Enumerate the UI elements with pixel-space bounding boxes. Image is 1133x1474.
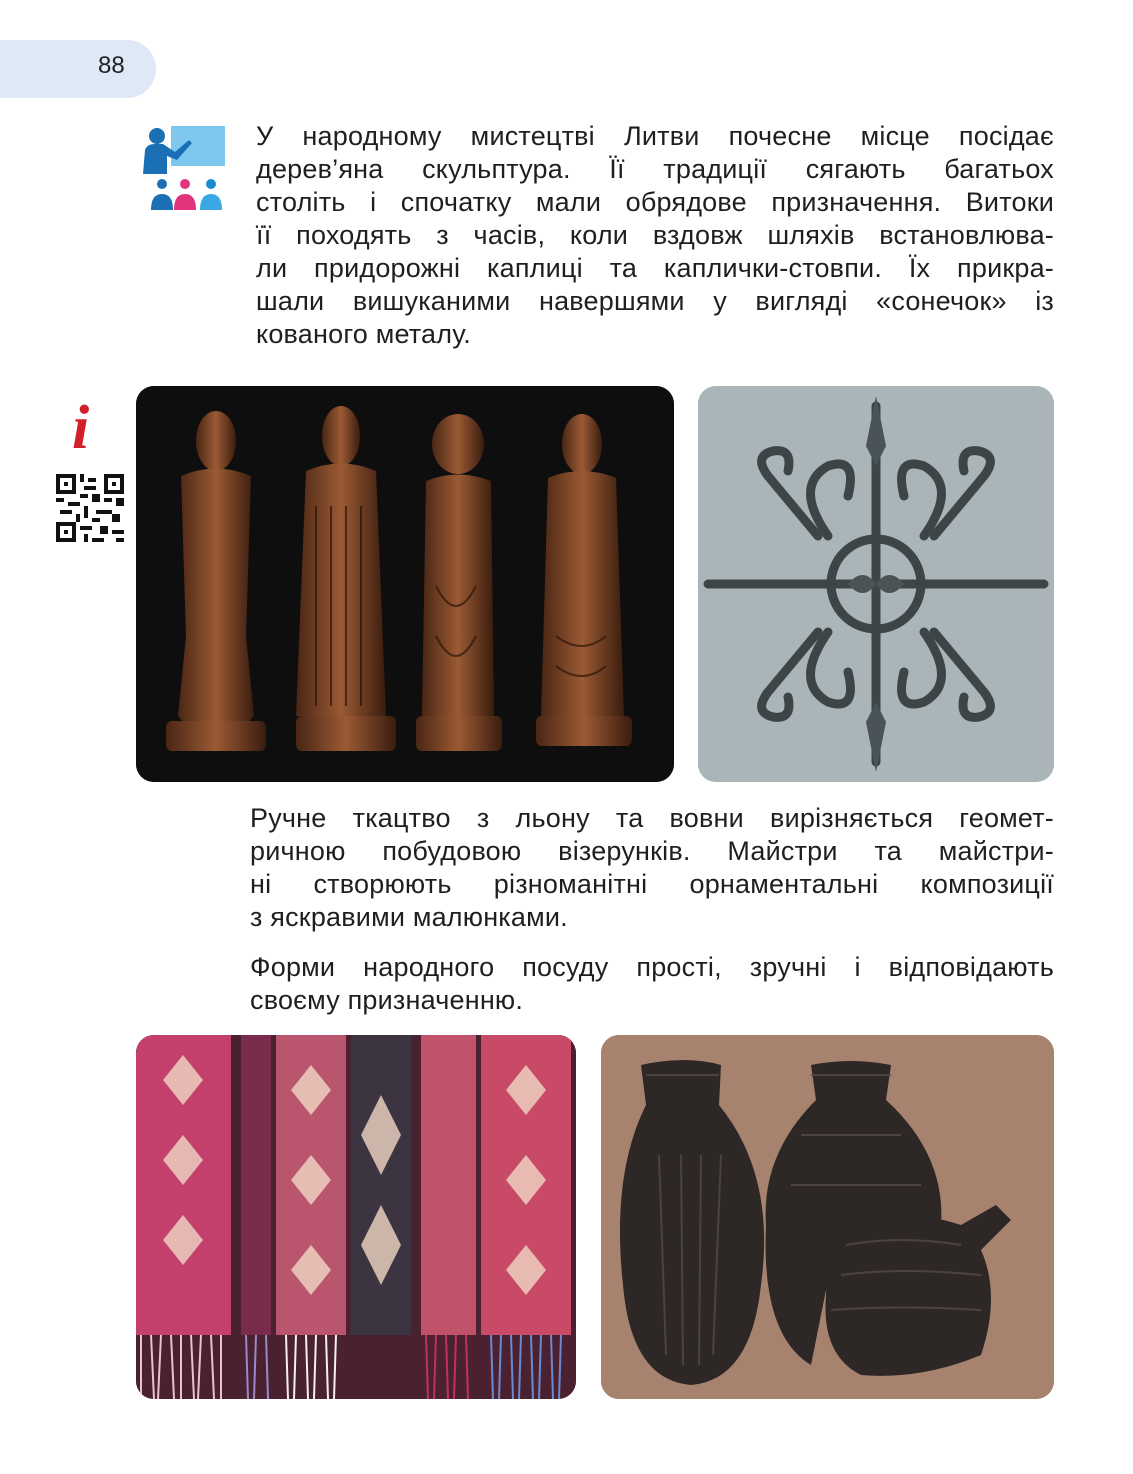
text-line: своєму призначенню.	[250, 985, 524, 1015]
info-icon: i	[72, 394, 90, 462]
teacher-presentation-icon	[135, 124, 227, 216]
text-line: її походять з часів, коли вздовж шляхів встановлюва-	[256, 220, 1054, 250]
text-line: ли придорожні каплиці та каплички-стовпи. Їх прикра-	[256, 253, 1054, 283]
forged-sun-ornament-photo	[698, 386, 1054, 782]
qr-code-icon[interactable]	[56, 474, 124, 542]
paragraph-pottery	[250, 951, 1054, 1017]
woven-sashes-photo	[136, 1035, 576, 1399]
paragraph-weaving	[250, 802, 1054, 934]
text-line: У народному мистецтві Литви почесне місце посідає	[256, 121, 1054, 151]
page-number-tab	[0, 40, 156, 98]
page-number: 88	[98, 52, 125, 79]
black-pottery-photo	[601, 1035, 1054, 1399]
wooden-sculptures-photo	[136, 386, 674, 782]
text-line: ні створюють різноманітні орнаментальні композиції	[250, 869, 1054, 899]
text-line: ричною побудовою візерунків. Майстри та майстри-	[250, 836, 1054, 866]
text-line: з яскравими малюнками.	[250, 902, 568, 932]
text-line: дерев’яна скульптура. Її традиції сягають багатьох	[256, 154, 1054, 184]
text-line: шали вишуканими навершями у вигляді «сонечок» із	[256, 286, 1054, 316]
text-line: століть і спочатку мали обрядове призначення. Витоки	[256, 187, 1054, 217]
text-line: Форми народного посуду прості, зручні і відповідають	[250, 952, 1054, 982]
text-line: Ручне ткацтво з льону та вовни вирізняється геомет-	[250, 803, 1054, 833]
paragraph-lithuanian-sculpture	[256, 120, 1054, 351]
text-line: кованого металу.	[256, 319, 471, 349]
